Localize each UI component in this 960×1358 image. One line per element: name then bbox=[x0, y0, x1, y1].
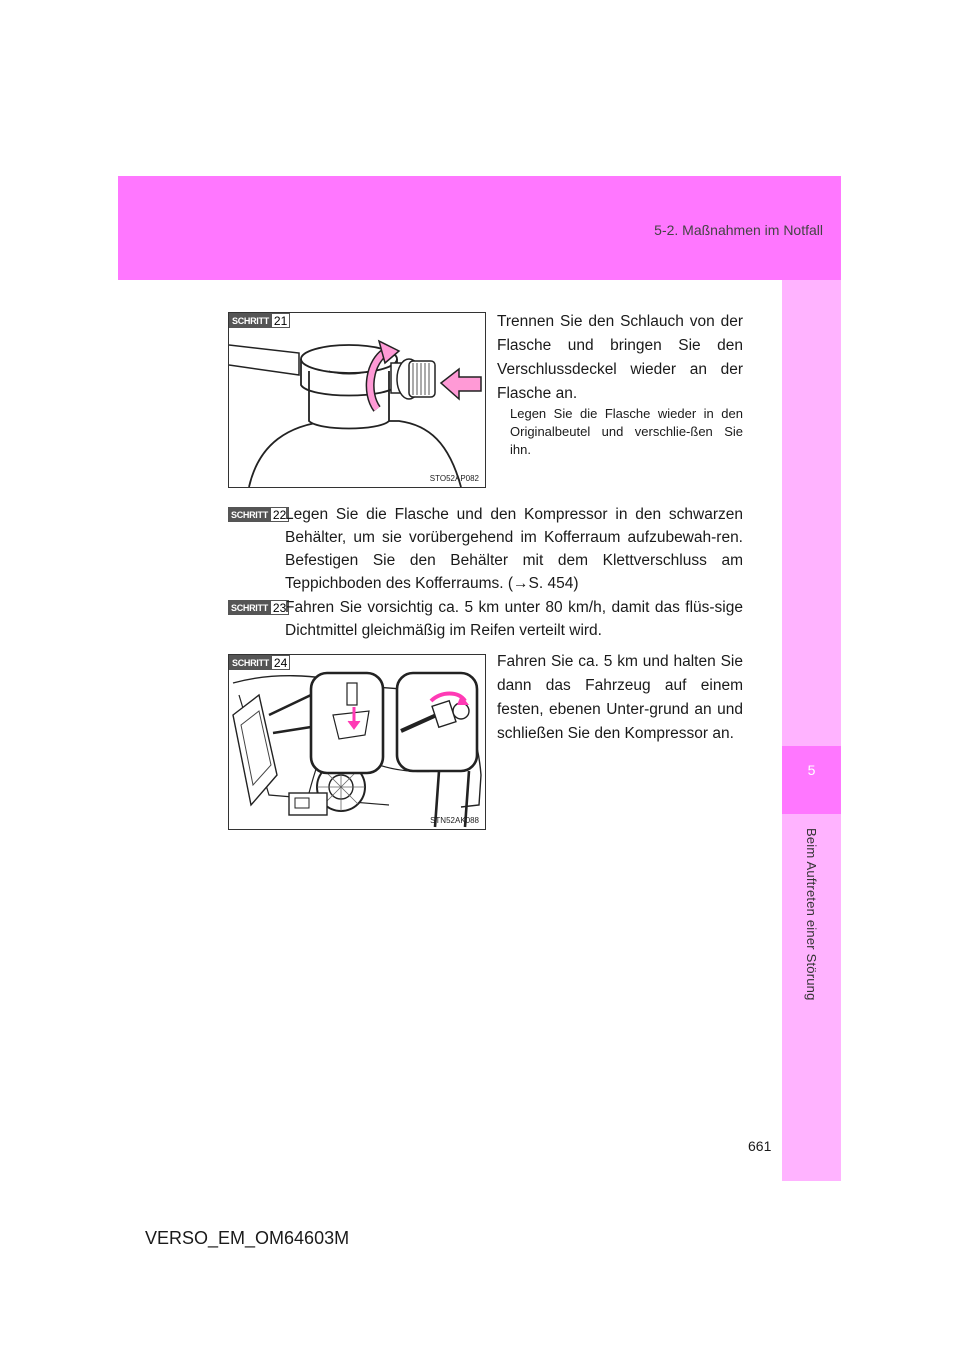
section-title: 5-2. Maßnahmen im Notfall bbox=[654, 222, 823, 238]
figure-code: STO52AP082 bbox=[429, 474, 479, 483]
step-badge-word: SCHRITT bbox=[229, 313, 272, 328]
step-21-text: Trennen Sie den Schlauch von der Flasche und bringen Sie den Verschlussdeckel wieder an der Flasche an. bbox=[497, 313, 743, 402]
step-badge-number: 22 bbox=[271, 507, 289, 522]
step-21-note: Legen Sie die Flasche wieder in den Originalbeutel und verschlie-ßen Sie ihn. bbox=[510, 406, 743, 457]
step-badge-word: SCHRITT bbox=[228, 600, 271, 615]
step-badge-number: 24 bbox=[272, 655, 290, 670]
document-code: VERSO_EM_OM64603M bbox=[145, 1228, 350, 1248]
step-badge-number: 23 bbox=[271, 600, 289, 615]
chapter-number-box bbox=[782, 746, 841, 814]
car-compressor-illustration bbox=[229, 655, 485, 829]
step-21-figure bbox=[228, 312, 486, 488]
step-badge-number: 21 bbox=[272, 313, 290, 328]
step-22-text: Legen Sie die Flasche und den Kompressor in den schwarzen Behälter, um sie vorübergehend im Kofferraum aufzubewah-ren. Befestigen Sie den Behälter mit dem Klettverschluss am Teppichboden des Kofferraums. (→S. 454) bbox=[285, 506, 743, 592]
figure-code: STN52AK088 bbox=[430, 816, 479, 825]
chapter-title: Beim Auftreten einer Störung bbox=[804, 828, 819, 1001]
header-band bbox=[118, 176, 841, 280]
step-badge bbox=[229, 655, 290, 670]
bottle-cap-illustration bbox=[229, 313, 485, 487]
chapter-side-tab bbox=[782, 280, 841, 1181]
step-24-figure bbox=[228, 654, 486, 830]
step-23-badge bbox=[228, 600, 289, 615]
step-badge bbox=[229, 313, 290, 328]
chapter-number: 5 bbox=[807, 762, 816, 778]
step-badge-word: SCHRITT bbox=[228, 507, 271, 522]
step-22-badge bbox=[228, 507, 289, 522]
step-23-text: Fahren Sie vorsichtig ca. 5 km unter 80 km/h, damit das flüs-sige Dichtmittel gleichmäßig im Reifen verteilt wird. bbox=[285, 599, 743, 639]
step-badge-word: SCHRITT bbox=[229, 655, 272, 670]
step-24-text: Fahren Sie ca. 5 km und halten Sie dann das Fahrzeug auf einem festen, ebenen Unter-grund an und schließen Sie den Kompressor an. bbox=[497, 653, 743, 742]
page-number: 661 bbox=[748, 1138, 772, 1154]
